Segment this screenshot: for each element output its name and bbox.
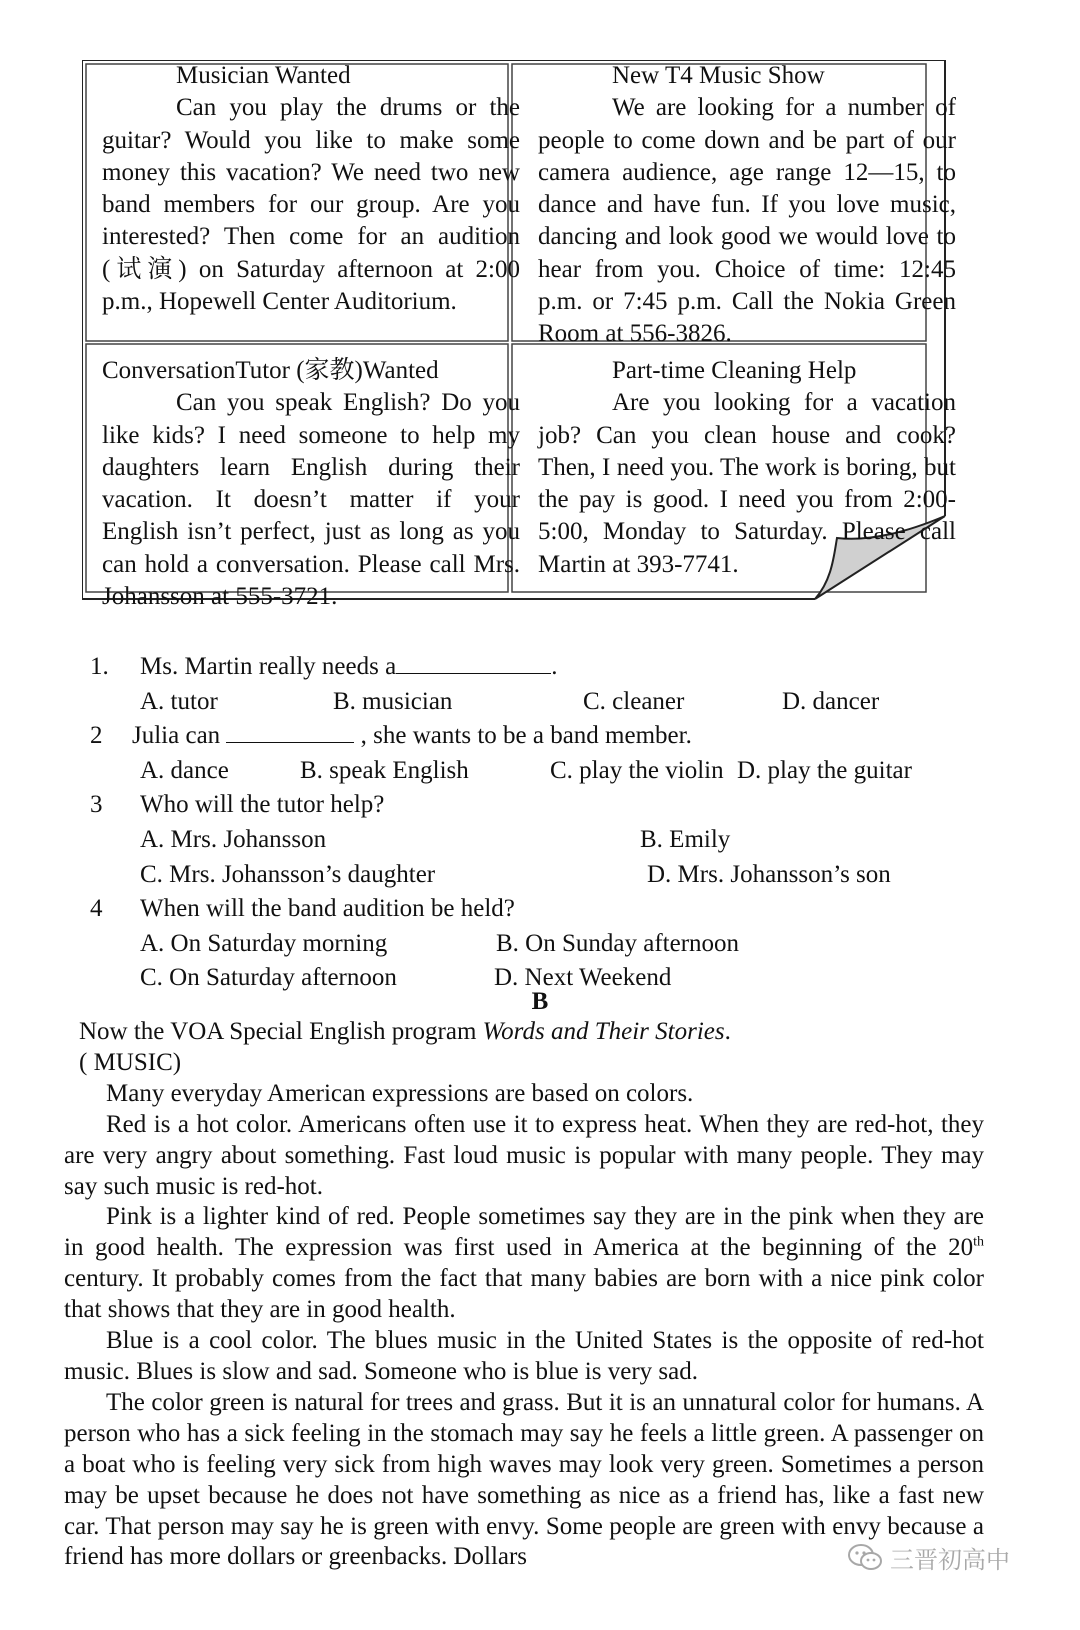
question-number: 4 xyxy=(90,895,103,923)
ad-body: Can you play the drums or the guitar? Would you like to make some money this vacation? We need two new band members for our group. Are you interested? Then come for an audition (试演) on Saturday afternoon at 2:00 p.m., Hopewell Center Auditorium. xyxy=(102,94,520,316)
option-a: A. Mrs. Johansson xyxy=(140,825,327,853)
ad-title: New T4 Music Show xyxy=(612,62,825,89)
paragraph-text: Pink is a lighter kind of red. People sometimes say they are in the pink when they are in good health. The expression was first used in America at the beginning of the 20 xyxy=(64,1203,984,1262)
question-options xyxy=(90,858,990,893)
watermark xyxy=(848,1540,1010,1575)
stem-text: . xyxy=(551,653,558,680)
question-text xyxy=(132,719,692,754)
option-d: D. play the guitar xyxy=(737,756,912,784)
option-b: B. Emily xyxy=(640,825,731,853)
question-options xyxy=(90,823,990,858)
ad-body: We are looking for a number of people to come down and be part of our camera audience, age range 12—15, to dance and have fun. If you love music, dancing and look good we would love to hear from you. Choice of time: 12:45 p.m. or 7:45 p.m. Call the Nokia Green Room at 556-3826. xyxy=(538,94,956,348)
option-b: B. On Sunday afternoon xyxy=(496,929,740,957)
paragraph: Red is a hot color. Americans often use it to express heat. When they are red-hot, they are very angry about something. Fast loud music is popular with many people. They may say such music is red-hot. xyxy=(64,1110,984,1200)
question-stem xyxy=(90,788,990,823)
option-d: D. dancer xyxy=(782,687,880,715)
paragraph xyxy=(64,1202,984,1326)
question-text: Who will the tutor help? xyxy=(140,791,385,819)
ad-body: Are you looking for a vacation job? Can you clean house and cook? Then, I need you. The work is boring, but the pay is good. I need you from 2:00-5:00, Monday to Saturday. Please call Martin at 393-7741. xyxy=(538,389,956,578)
superscript: th xyxy=(973,1235,984,1251)
answer-blank xyxy=(226,720,354,743)
option-a: A. dance xyxy=(140,756,229,784)
option-b: B. musician xyxy=(333,687,453,715)
program-intro xyxy=(64,1017,984,1048)
option-d: D. Mrs. Johansson’s son xyxy=(647,860,891,888)
wechat-icon xyxy=(848,1544,882,1572)
question-number: 3 xyxy=(90,791,103,819)
question-stem xyxy=(90,892,990,927)
question-number: 2 xyxy=(90,722,103,750)
option-c: C. cleaner xyxy=(583,687,685,715)
question-stem xyxy=(90,719,990,754)
question-options xyxy=(90,754,990,789)
intro-text: Now the VOA Special English program xyxy=(79,1018,477,1045)
watermark-text: 三晋初高中 xyxy=(890,1546,1010,1574)
question-stem xyxy=(90,650,990,685)
paragraph: Many everyday American expressions are based on colors. xyxy=(106,1079,694,1107)
program-title: Words and Their Stories xyxy=(482,1018,725,1045)
ad-cleaning-help xyxy=(538,355,956,581)
stem-text: Julia can xyxy=(132,722,221,750)
question-list xyxy=(90,650,990,996)
ad-title: ConversationTutor (家教)Wanted xyxy=(102,357,439,384)
paragraph: Blue is a cool color. The blues music in the United States is the opposite of red-hot music. Blues is slow and sad. Someone who is blue is very sad. xyxy=(64,1327,984,1385)
ads-panel xyxy=(82,60,980,627)
question-text xyxy=(140,650,557,685)
ad-t4-music-show xyxy=(538,60,956,351)
stem-text: Ms. Martin really needs a xyxy=(140,653,397,680)
ad-body: Can you speak English? Do you like kids? I need someone to help my daughters learn English during their vacation. It doesn’t matter if your English isn’t perfect, just as long as you can hold a conversation. Please call Mrs. Johansson at 555-3721. xyxy=(102,389,520,611)
passage-b xyxy=(64,1017,984,1573)
ad-conversation-tutor xyxy=(102,355,520,613)
option-a: A. tutor xyxy=(140,687,218,715)
option-c: C. On Saturday afternoon xyxy=(140,964,397,992)
option-d: D. Next Weekend xyxy=(494,964,672,992)
music-cue: ( MUSIC) xyxy=(79,1048,182,1076)
ad-musician-wanted xyxy=(102,60,520,318)
question-number: 1. xyxy=(90,653,109,680)
ad-title: Musician Wanted xyxy=(176,62,351,89)
stem-text: , she wants to be a band member. xyxy=(360,722,692,750)
answer-blank xyxy=(396,651,551,674)
paragraph-text: century. It probably comes from the fact that many babies are born with a nice pink color that shows that they are in good health. xyxy=(64,1265,984,1324)
option-c: C. Mrs. Johansson’s daughter xyxy=(140,860,436,888)
question-text: When will the band audition be held? xyxy=(140,895,515,923)
intro-text: . xyxy=(724,1018,731,1045)
ad-title: Part-time Cleaning Help xyxy=(612,357,857,384)
paragraph: The color green is natural for trees and grass. But it is an unnatural color for humans. A person who has a sick feeling in the stomach may say he feels a little green. A passenger on a boat who is feeling very sick from high waves may look very green. Sometimes a person may be upset because he does not have something as nice as a friend has, like a fast new car. That person may say he is green with envy. Some people are green with envy because a friend has more dollars or greenbacks. Dollars xyxy=(64,1388,984,1571)
question-options xyxy=(90,927,990,962)
section-heading: B xyxy=(531,988,549,1015)
option-c: C. play the violin xyxy=(550,756,724,784)
option-b: B. speak English xyxy=(300,756,469,784)
question-options xyxy=(90,685,990,720)
option-a: A. On Saturday morning xyxy=(140,929,388,957)
